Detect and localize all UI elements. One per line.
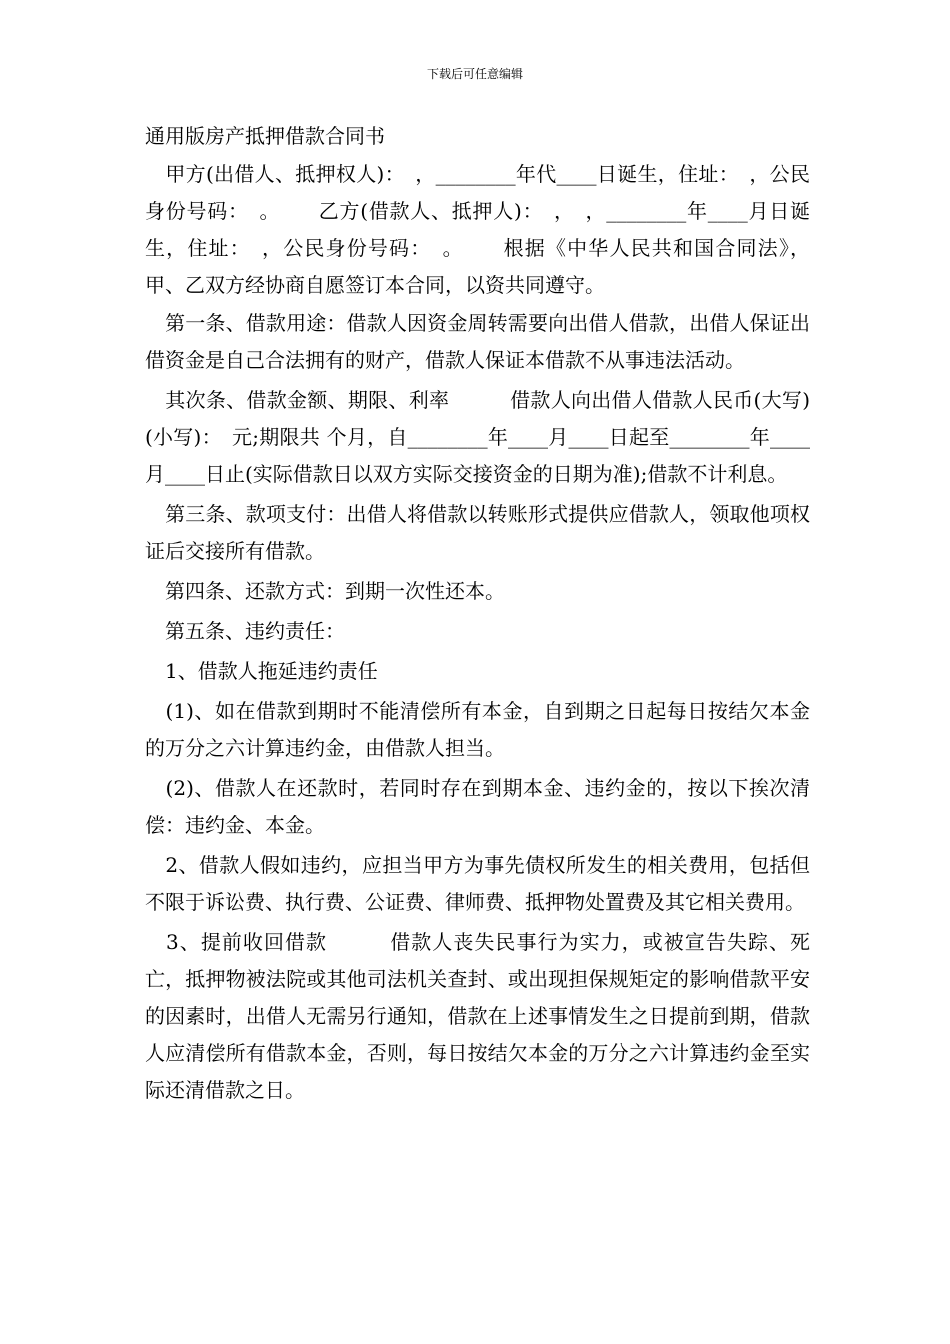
paragraph-item-3: 3、提前收回借款 借款人丧失民事行为实力，或被宣告失踪、死亡，抵押物被法院或其他司法机关查封、或出现担保规矩定的影响借款平安的因素时，出借人无需另行通知，借款在上述事情发生之日提前到期，借款人应清偿所有借款本金，否则，每日按结欠本金的万分之六计算违约金至实际还清借款之日。 — [145, 930, 810, 1102]
document-body — [145, 118, 810, 1109]
paragraph-item-2: 2、借款人假如违约，应担当甲方为事先债权所发生的相关费用，包括但不限于诉讼费、执行费、公证费、律师费、抵押物处置费及其它相关费用。 — [145, 853, 810, 914]
paragraph-article-3-payment: 第三条、款项支付：出借人将借款以转账形式提供应借款人，领取他项权证后交接所有借款。 — [145, 502, 810, 563]
paragraph-article-4-repayment: 第四条、还款方式：到期一次性还本。 — [145, 579, 505, 603]
paragraph-parties: 甲方(出借人、抵押权人)： ，________年代____日诞生，住址： ，公民身份号码： 。 乙方(借款人、抵押人)： ， ，________年____月日诞生，住址： ，公民身份号码： 。 根据《中华人民共和国合同法》，甲、乙双方经协商自愿签订本合同，以资共同遵守。 — [145, 162, 810, 297]
paragraph-item-1-2: (2)、借款人在还款时，若同时存在到期本金、违约金的，按以下挨次清偿：违约金、本金。 — [145, 776, 810, 837]
paragraph-article-2-amount: 其次条、借款金额、期限、利率 借款人向出借人借款人民币(大写) (小写)： 元;期限共 个月，自________年____月____日起至________年____月____日止(实际借款日以双方实际交接资金的日期为准);借款不计利息。 — [145, 388, 810, 486]
paragraph-article-5-liability: 第五条、违约责任： — [145, 619, 345, 643]
paragraph-item-1: 1、借款人拖延违约责任 — [145, 659, 378, 683]
paragraph-item-1-1: (1)、如在借款到期时不能清偿所有本金，自到期之日起每日按结欠本金的万分之六计算违约金，由借款人担当。 — [145, 699, 810, 760]
header-note: 下载后可任意编辑 — [426, 67, 523, 81]
paragraph-article-1-purpose: 第一条、借款用途：借款人因资金周转需要向出借人借款，出借人保证出借资金是自己合法拥有的财产，借款人保证本借款不从事违法活动。 — [145, 311, 810, 372]
document-title: 通用版房产抵押借款合同书 — [145, 124, 385, 148]
